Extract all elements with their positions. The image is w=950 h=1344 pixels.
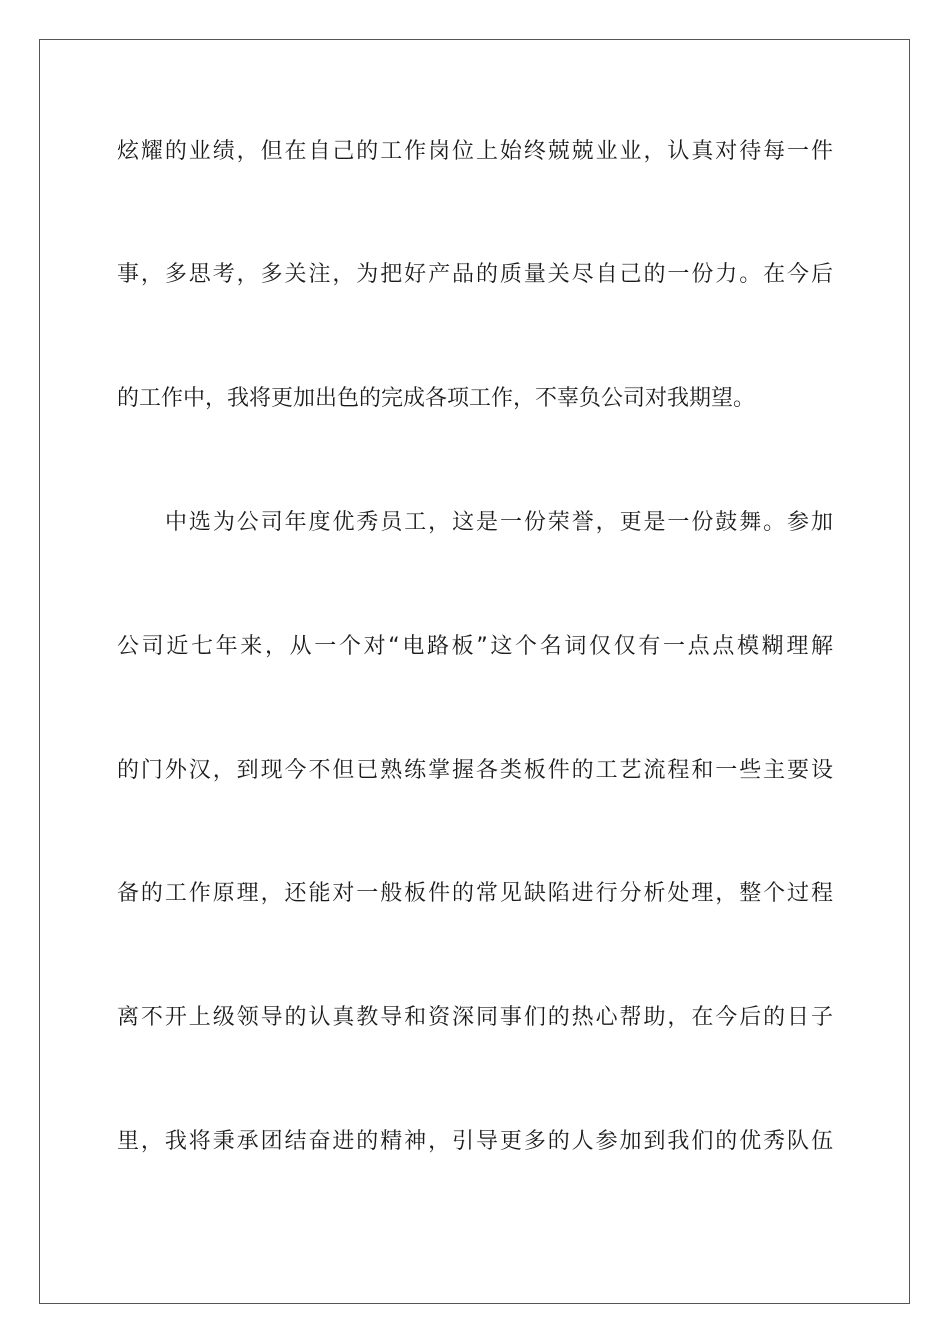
text-line: 事，多思考，多关注，为把好产品的质量关尽自己的一份力。在今后 — [117, 262, 833, 287]
page-border — [39, 39, 910, 1304]
text-line: 的门外汉，到现今不但已熟练掌握各类板件的工艺流程和一些主要设 — [117, 758, 833, 783]
text-line: 里，我将秉承团结奋进的精神，引导更多的人参加到我们的优秀队伍 — [117, 1129, 833, 1154]
text-line: 公司近七年来，从一个对“电路板”这个名词仅仅有一点点模糊理解 — [117, 634, 833, 659]
paragraph-first-line: 中选为公司年度优秀员工，这是一份荣誉，更是一份鼓舞。参加 — [165, 510, 833, 535]
text-line: 的工作中，我将更加出色的完成各项工作，不辜负公司对我期望。 — [117, 386, 756, 411]
text-line: 炫耀的业绩，但在自己的工作岗位上始终兢兢业业，认真对待每一件 — [117, 139, 833, 164]
text-line: 离不开上级领导的认真教导和资深同事们的热心帮助，在今后的日子 — [117, 1005, 833, 1030]
text-line: 备的工作原理，还能对一般板件的常见缺陷进行分析处理，整个过程 — [117, 881, 833, 906]
